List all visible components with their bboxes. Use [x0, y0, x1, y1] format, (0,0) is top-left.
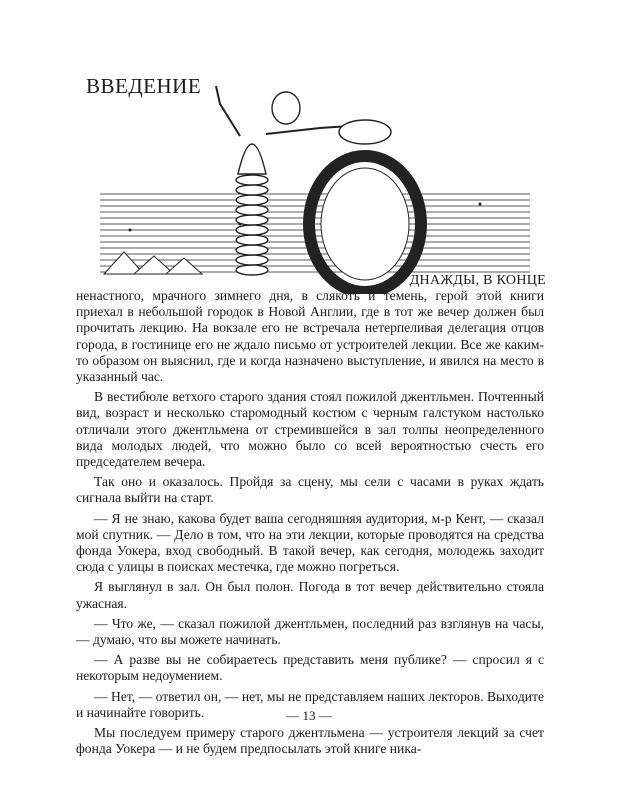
body-text — [76, 288, 544, 761]
chapter-heading: ВВЕДЕНИЕ — [86, 74, 202, 98]
paragraph: Я выглянул в зал. Он был полон. Погода в тот вечер действительно стояла ужасная. — [76, 579, 544, 611]
paragraph: — А разве вы не собираетесь представить меня публике? — спросил я с некоторым недоумением. — [76, 652, 544, 684]
decorative-illustration — [90, 74, 550, 294]
paragraph: — Нет, — ответил он, — нет, мы не представляем наших лекторов. Выходите и начинайте говорить. — [76, 688, 544, 720]
paragraph: В вестибюле ветхого старого здания стоял пожилой джентльмен. Почтенный вид, возраст и несколько старомодный костюм с черным галстуком настолько отличали этого джентльмена от стремившейся в зал толпы неопределенного вида молодых людей, что можно было со всей вероятностью счесть его председателем вечера. — [76, 389, 544, 470]
paragraph: Так оно и оказалось. Пройдя за сцену, мы сели с часами в руках ждать сигнала выйти на старт. — [76, 474, 544, 506]
dropcap-run: ДНАЖДЫ, В КОНЦЕ — [409, 273, 546, 288]
page-number: — 13 — — [286, 708, 332, 723]
paragraph: ненастного, мрачного зимнего дня, в слякоть и темень, герой этой книги приехал в небольшой городок в Новой Англии, где в тот же вечер должен был прочитать лекцию. На вокзале его не встречала нетерпеливая делегация отцов города, в гостинице его не ждало письмо от устроителей лекции. Все же каким-то образом он выяснил, где и когда назначено выступление, и явился на место в указанный час. — [76, 288, 544, 385]
paragraph: — Что же, — сказал пожилой джентльмен, последний раз взглянув на часы, — думаю, что вы можете начинать. — [76, 615, 544, 648]
paragraph: Мы последуем примеру старого джентльмена — устроителя лекций за счет фонда Уокера — и не будем предпосылать этой книге ника- — [76, 725, 544, 757]
paragraph: — Я не знаю, какова будет ваша сегодняшняя аудитория, м-р Кент, — сказал мой спутник. — Дело в том, что на эти лекции, которые проводятся на средства фонда Уокера, вход свободный. В такой вечер, как сегодня, молодежь заходит сюда с улицы в поисках местечка, где можно погреться. — [76, 510, 544, 575]
